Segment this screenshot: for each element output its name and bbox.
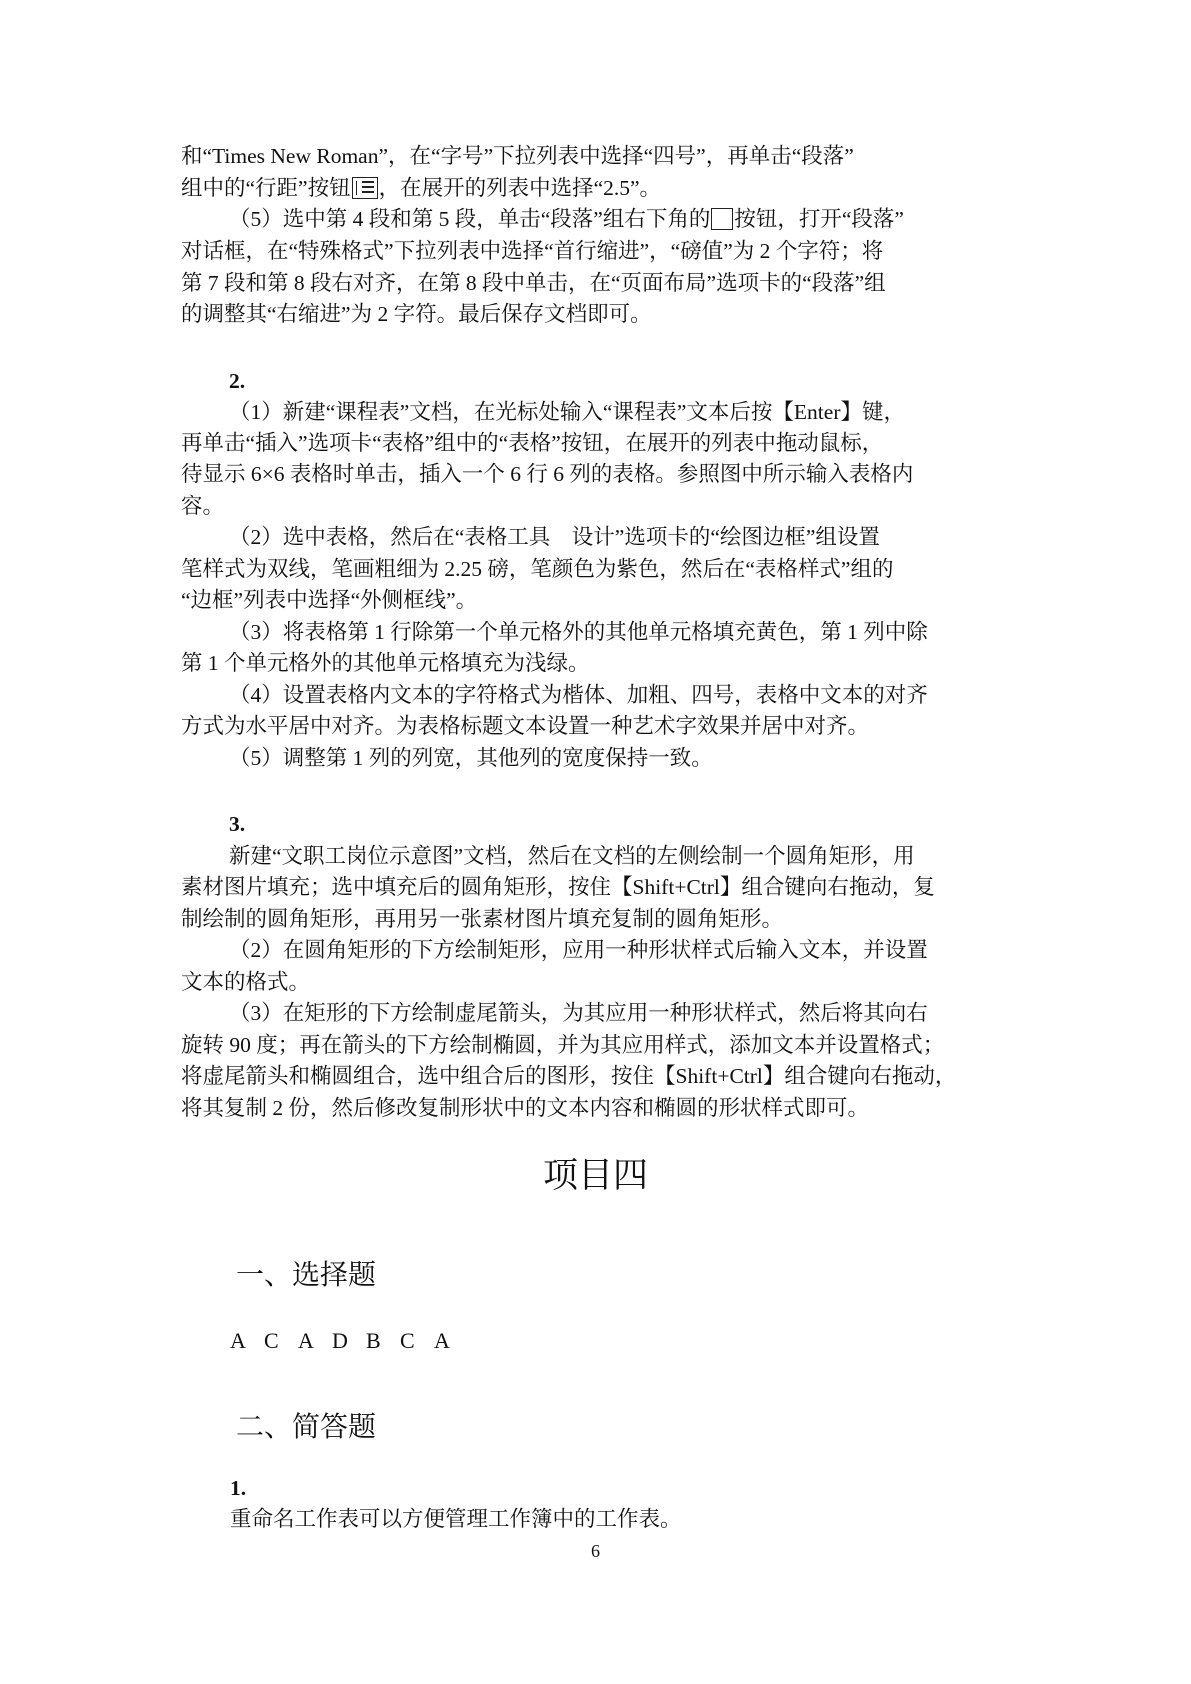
text-line bbox=[229, 203, 904, 235]
question-number: 2. bbox=[229, 369, 246, 393]
text-line: 重命名工作表可以方便管理工作簿中的工作表。 bbox=[230, 1507, 682, 1531]
text-line bbox=[181, 172, 661, 204]
text-line: （5）调整第 1 列的列宽，其他列的宽度保持一致。 bbox=[229, 746, 713, 770]
answer-list bbox=[230, 1328, 468, 1354]
text-line: 制绘制的圆角矩形，再用另一张素材图片填充复制的圆角矩形。 bbox=[181, 907, 784, 931]
answer-item: C bbox=[264, 1328, 279, 1353]
text-line: 待显示 6×6 表格时单击，插入一个 6 行 6 列的表格。参照图中所示输入表格内 bbox=[181, 462, 914, 486]
text-line: （2）在圆角矩形的下方绘制矩形，应用一种形状样式后输入文本，并设置 bbox=[229, 938, 928, 962]
text-line: 容。 bbox=[181, 494, 225, 518]
line-spacing-icon bbox=[352, 177, 378, 199]
question-number: 1. bbox=[230, 1476, 247, 1500]
text-line: 将其复制 2 份，然后修改复制形状中的文本内容和椭圆的形状样式即可。 bbox=[181, 1096, 870, 1120]
text-line: 第 7 段和第 8 段右对齐，在第 8 段中单击，在“页面布局”选项卡的“段落”组 bbox=[181, 271, 886, 295]
text-segment: （5）选中第 4 段和第 5 段，单击“段落”组右下角的 bbox=[229, 207, 711, 231]
section-title-choice: 一、选择题 bbox=[236, 1258, 377, 1291]
text-line: （3）将表格第 1 行除第一个单元格外的其他单元格填充黄色，第 1 列中除 bbox=[229, 620, 928, 644]
answer-item: C bbox=[400, 1328, 415, 1353]
text-line: 素材图片填充；选中填充后的圆角矩形，按住【Shift+Ctrl】组合键向右拖动，复 bbox=[181, 875, 935, 899]
text-line: （2）选中表格，然后在“表格工具 设计”选项卡的“绘图边框”组设置 bbox=[229, 525, 880, 549]
answer-item: A bbox=[298, 1328, 314, 1353]
answer-item: A bbox=[434, 1328, 450, 1353]
page-number: 6 bbox=[591, 1541, 600, 1561]
answer-item: D bbox=[332, 1328, 348, 1353]
section-title-short-answer: 二、简答题 bbox=[236, 1410, 377, 1443]
text-segment: ，在展开的列表中选择“2.5”。 bbox=[378, 176, 662, 200]
question-number: 3. bbox=[229, 812, 246, 836]
answer-item: A bbox=[230, 1328, 246, 1353]
text-line: 的调整其“右缩进”为 2 字符。最后保存文档即可。 bbox=[181, 302, 652, 326]
text-line: 文本的格式。 bbox=[181, 970, 311, 994]
text-line: 旋转 90 度；再在箭头的下方绘制椭圆，并为其应用样式，添加文本并设置格式； bbox=[181, 1033, 945, 1057]
text-line: 新建“文职工岗位示意图”文档，然后在文档的左侧绘制一个圆角矩形，用 bbox=[229, 844, 915, 868]
text-line: 和“Times New Roman”，在“字号”下拉列表中选择“四号”，再单击“段落” bbox=[181, 144, 854, 168]
text-line: （4）设置表格内文本的字符格式为楷体、加粗、四号，表格中文本的对齐 bbox=[229, 683, 928, 707]
text-line: 笔样式为双线，笔画粗细为 2.25 磅，笔颜色为紫色，然后在“表格样式”组的 bbox=[181, 557, 894, 581]
text-segment: 按钮，打开“段落” bbox=[734, 207, 904, 231]
text-line: “边框”列表中选择“外侧框线”。 bbox=[181, 588, 478, 612]
text-line: 方式为水平居中对齐。为表格标题文本设置一种艺术字效果并居中对齐。 bbox=[181, 714, 870, 738]
text-line: （1）新建“课程表”文档，在光标处输入“课程表”文本后按【Enter】键， bbox=[229, 400, 905, 424]
text-line: 再单击“插入”选项卡“表格”组中的“表格”按钮，在展开的列表中拖动鼠标， bbox=[181, 431, 884, 455]
text-segment: 组中的“行距”按钮 bbox=[181, 176, 351, 200]
dialog-launcher-icon bbox=[711, 208, 733, 230]
text-line: （3）在矩形的下方绘制虚尾箭头，为其应用一种形状样式，然后将其向右 bbox=[229, 1001, 928, 1025]
text-line: 将虚尾箭头和椭圆组合，选中组合后的图形，按住【Shift+Ctrl】组合键向右拖动， bbox=[181, 1064, 957, 1088]
text-line: 对话框，在“特殊格式”下拉列表中选择“首行缩进”，“磅值”为 2 个字符；将 bbox=[181, 239, 884, 263]
project-title: 项目四 bbox=[542, 1156, 648, 1196]
text-line: 第 1 个单元格外的其他单元格填充为浅绿。 bbox=[181, 651, 590, 675]
answer-item: B bbox=[366, 1328, 381, 1353]
